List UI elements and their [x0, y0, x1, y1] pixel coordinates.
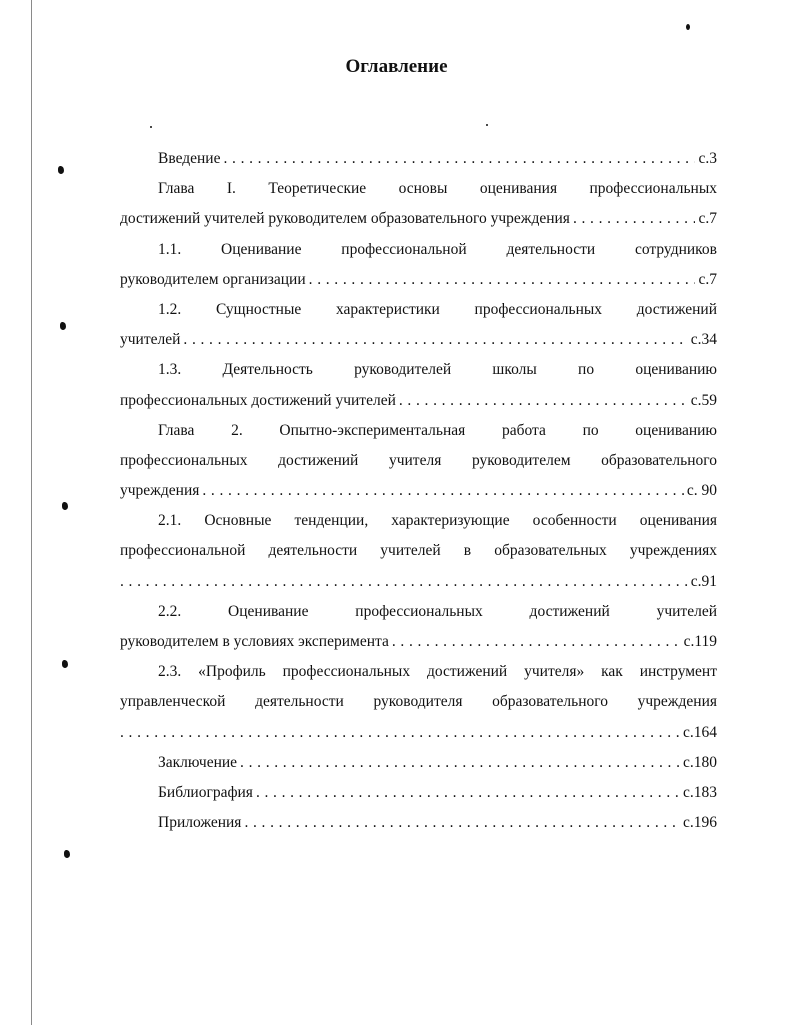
dot-leader [240, 748, 680, 778]
toc-entry-chapter-1-cont: достижений учителей руководителем образовательного учреждения . . . с.7 [120, 204, 717, 234]
binder-hole-mark [62, 660, 68, 668]
toc-entry-section-2-1-cont: профессиональной деятельности учителей в образовательных учреждениях [120, 542, 717, 560]
toc-entry-section-1-3: 1.3. Деятельность руководителей школы по оцениванию [158, 361, 717, 379]
toc-entry-section-1-1-cont: руководителем организации . . . с.7 [120, 265, 717, 295]
toc-page-number: с.183 [682, 783, 717, 801]
dot-leader [120, 718, 680, 748]
table-of-contents [120, 144, 717, 838]
toc-page-number: с.164 [682, 723, 717, 741]
dot-leader [183, 325, 687, 355]
toc-entry-section-2-3: 2.3. «Профиль профессиональных достижений учителя» как инструмент [158, 663, 717, 681]
dot-leader [309, 265, 696, 295]
toc-page-number: с.119 [683, 633, 717, 650]
binder-hole-mark [58, 166, 64, 174]
toc-page-number: с. 90 [686, 482, 717, 500]
toc-entry-section-2-1: 2.1. Основные тенденции, характеризующие особенности оценивания [158, 512, 717, 530]
toc-entry-label: Введение [158, 150, 221, 167]
toc-entry-section-1-2: 1.2. Сущностные характеристики профессиональных достижений [158, 300, 717, 318]
toc-entry-section-2-2: 2.2. Оценивание профессиональных достижений учителей [158, 602, 717, 620]
dot-leader [256, 778, 680, 808]
dot-leader [244, 808, 680, 838]
toc-page-number: с.196 [682, 814, 717, 832]
toc-entry-appendices: Приложения . . . с.196 [120, 808, 717, 838]
toc-entry-section-1-3-cont: профессиональных достижений учителей . . . с.59 [120, 386, 717, 416]
toc-page-number: с.180 [682, 753, 717, 771]
binder-hole-mark [62, 502, 68, 510]
toc-entry-section-1-1: 1.1. Оценивание профессиональной деятельности сотрудников [158, 240, 717, 258]
toc-entry-section-2-2-cont: руководителем в условиях эксперимента . . . с.119 [120, 627, 717, 657]
toc-entry-chapter-2: Глава 2. Опытно-экспериментальная работа по оцениванию [158, 421, 717, 439]
toc-entry-section-2-3-cont: управленческой деятельности руководителя образовательного учреждения [120, 693, 717, 711]
dot-leader [202, 476, 683, 506]
scan-margin-line [31, 0, 32, 1025]
scan-speck [150, 126, 152, 128]
toc-page-number: с.91 [690, 572, 717, 590]
toc-entry-bibliography: Библиография . . . с.183 [120, 778, 717, 808]
toc-entry-conclusion: Заключение . . . с.180 [120, 748, 717, 778]
binder-hole-mark [60, 322, 66, 330]
toc-entry-section-1-2-cont: учителей . . . с.34 [120, 325, 717, 355]
toc-page-number: с.59 [690, 391, 717, 409]
dot-leader [399, 386, 688, 416]
toc-entry-section-2-1-end [120, 567, 717, 597]
binder-hole-mark [64, 850, 70, 858]
dot-leader [223, 144, 695, 174]
scan-speck [686, 24, 690, 30]
toc-entry-chapter-2-end: учреждения . . . с. 90 [120, 476, 717, 506]
toc-page-number: с.3 [698, 150, 717, 167]
toc-page-number: с.7 [698, 210, 717, 228]
toc-page-number: с.7 [698, 270, 717, 288]
scan-speck [486, 124, 488, 126]
toc-entry-section-2-3-end [120, 718, 717, 748]
toc-entry-chapter-2-cont: профессиональных достижений учителя руководителем образовательного [120, 451, 717, 469]
toc-entry-introduction [120, 144, 717, 174]
page-title: Оглавление [345, 56, 448, 77]
dot-leader [392, 627, 681, 657]
toc-page-number: с.34 [690, 331, 717, 349]
dot-leader [120, 567, 688, 597]
toc-entry-chapter-1: Глава I. Теоретические основы оценивания профессиональных [158, 180, 717, 198]
dot-leader [573, 204, 696, 234]
